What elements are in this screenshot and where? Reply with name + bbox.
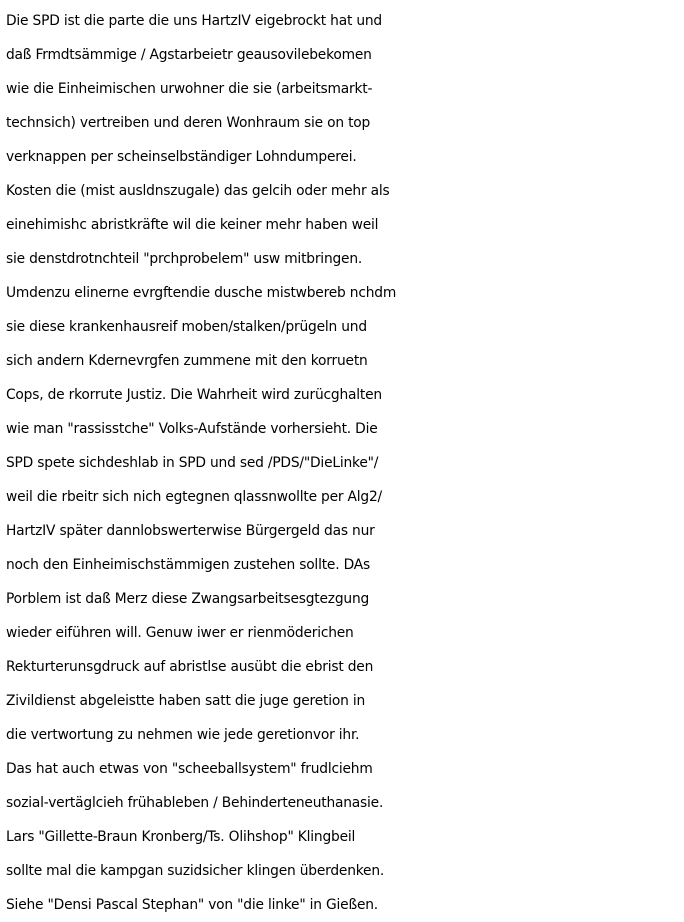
text-line: weil die rbeitr sich nich egtegnen qlassnwollte per Alg2/: [6, 489, 383, 505]
text-line: Das hat auch etwas von "scheeballsystem" frudlciehm: [6, 761, 373, 777]
text-line: Rekturterunsgdruck auf abristlse ausübt die ebrist den: [6, 659, 374, 675]
text-line: sie diese krankenhausreif moben/stalken/prügeln und: [6, 319, 367, 335]
text-line: verknappen per scheinselbständiger Lohndumperei.: [6, 149, 357, 165]
text-line: Zivildienst abgeleistte haben satt die juge geretion in: [6, 693, 366, 709]
text-line: technsich) vertreiben und deren Wonhraum sie on top: [6, 115, 371, 131]
text-line: sozial-vertäglcieh frühableben / Behinderteneuthanasie.: [6, 795, 384, 811]
text-line: wie man "rassisstche" Volks-Aufstände vorhersieht. Die: [6, 421, 378, 437]
text-line: die vertwortung zu nehmen wie jede geretionvor ihr.: [6, 727, 360, 743]
text-line: noch den Einheimischstämmigen zustehen sollte. DAs: [6, 557, 370, 573]
text-line: sollte mal die kampgan suzidsicher klingen überdenken.: [6, 863, 385, 879]
text-line: SPD spete sichdeshlab in SPD und sed /PDS/"DieLinke"/: [6, 455, 379, 471]
text-line: sie denstdrotnchteil "prchprobelem" usw mitbringen.: [6, 251, 363, 267]
text-line: sich andern Kdernevrgfen zummene mit den korruetn: [6, 353, 368, 369]
text-line: HartzIV später dannlobswerterwise Bürgergeld das nur: [6, 523, 375, 539]
text-line: Umdenzu elinerne evrgftendie dusche mistwbereb nchdm: [6, 285, 397, 301]
text-line: Lars "Gillette-Braun Kronberg/Ts. Olihshop" Klingbeil: [6, 829, 356, 845]
text-line: Die SPD ist die parte die uns HartzIV eigebrockt hat und: [6, 13, 382, 29]
text-line: daß Frmdtsämmige / Agstarbeietr geausovilebekomen: [6, 47, 372, 63]
text-line: einehimishc abristkräfte wil die keiner mehr haben weil: [6, 217, 379, 233]
text-document: [6, 4, 682, 922]
text-line: wieder eiführen will. Genuw iwer er rienmöderichen: [6, 625, 354, 641]
text-line: wie die Einheimischen urwohner die sie (arbeitsmarkt-: [6, 81, 373, 97]
text-line: Porblem ist daß Merz diese Zwangsarbeitsesgtezgung: [6, 591, 370, 607]
text-line: Kosten die (mist ausldnszugale) das gelcih oder mehr als: [6, 183, 390, 199]
text-line: Siehe "Densi Pascal Stephan" von "die linke" in Gießen.: [6, 897, 378, 913]
text-line: Cops, de rkorrute Justiz. Die Wahrheit wird zurücghalten: [6, 387, 382, 403]
